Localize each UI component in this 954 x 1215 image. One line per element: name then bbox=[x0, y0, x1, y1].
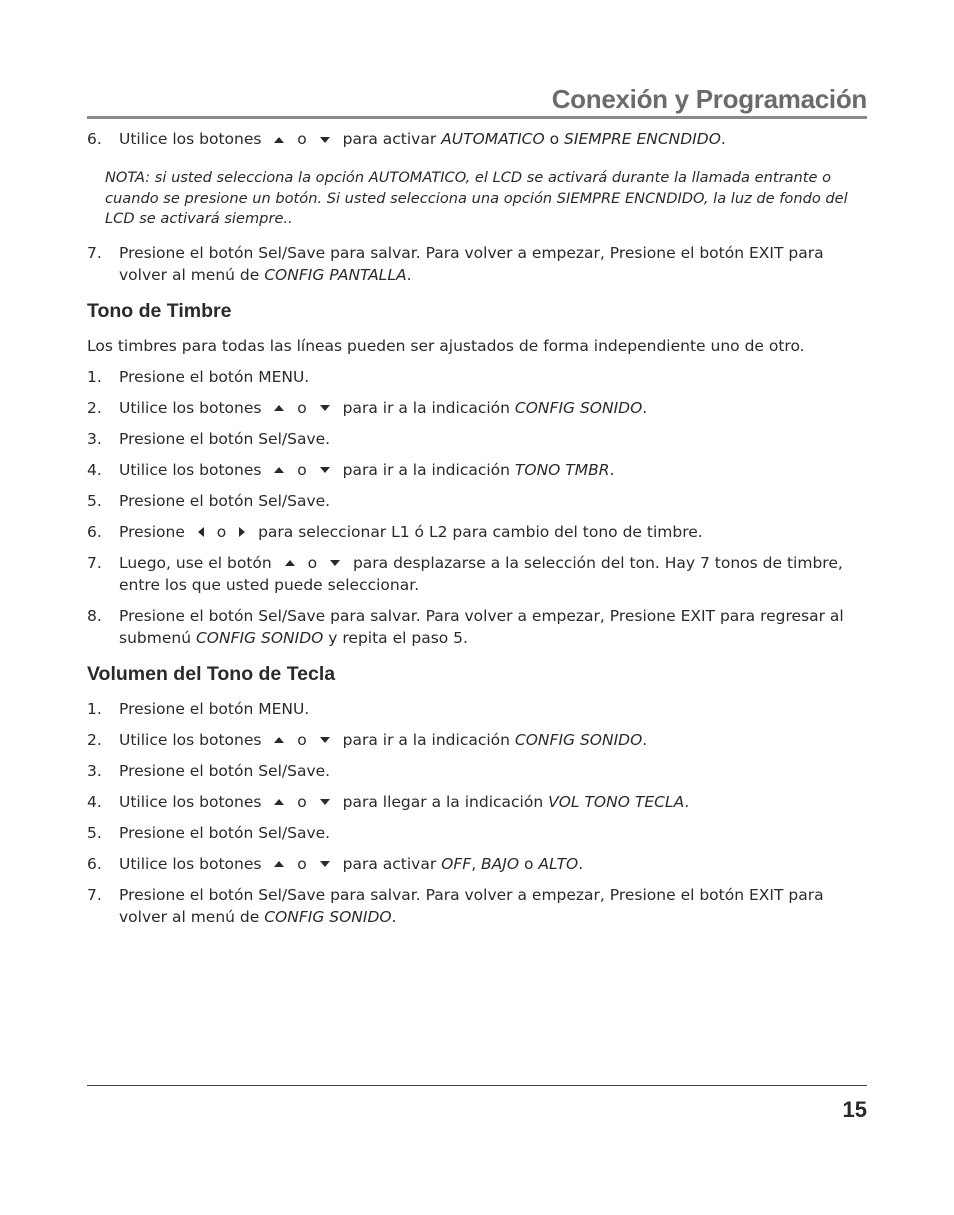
menu-label: CONFIG SONIDO bbox=[514, 398, 643, 417]
step-number: 4. bbox=[87, 460, 102, 479]
text-run: Utilice los botones bbox=[119, 398, 267, 417]
left-arrow-icon bbox=[198, 527, 204, 537]
list-item bbox=[87, 605, 867, 649]
section-heading: Tono de Timbre bbox=[87, 299, 232, 322]
menu-label: CONFIG PANTALLA bbox=[264, 265, 407, 284]
text-run: Presione el botón MENU. bbox=[119, 367, 310, 386]
down-arrow-icon bbox=[330, 560, 340, 566]
step-number: 2. bbox=[87, 730, 102, 749]
text-run: o bbox=[302, 553, 323, 572]
text-run: . bbox=[642, 730, 648, 749]
text-run: para ir a la indicación bbox=[337, 460, 515, 479]
step-number: 3. bbox=[87, 429, 102, 448]
step-number: 6. bbox=[87, 130, 102, 148]
intro-text: Los timbres para todas las líneas pueden ser ajustados de forma independiente uno de otro. bbox=[87, 336, 805, 355]
step-number: 1. bbox=[87, 699, 102, 718]
step-text bbox=[119, 523, 703, 541]
down-arrow-icon bbox=[320, 861, 330, 867]
step-number: 5. bbox=[87, 491, 102, 510]
text-run: para seleccionar L1 ó L2 para cambio del tono de timbre. bbox=[253, 522, 703, 541]
up-arrow-icon bbox=[274, 137, 284, 143]
step-text bbox=[119, 607, 844, 647]
title-divider bbox=[87, 116, 867, 119]
text-run: . bbox=[642, 398, 648, 417]
step-number: 6. bbox=[87, 854, 102, 873]
up-arrow-icon bbox=[274, 861, 284, 867]
text-run: o bbox=[292, 792, 312, 811]
text-run: y repita el paso 5. bbox=[323, 628, 468, 647]
step-text bbox=[119, 700, 309, 718]
step-text bbox=[119, 762, 330, 780]
menu-label: CONFIG SONIDO bbox=[514, 730, 643, 749]
list-item bbox=[87, 760, 867, 782]
text-run: . bbox=[720, 130, 726, 148]
section-heading: Volumen del Tono de Tecla bbox=[87, 662, 336, 685]
text-run: . bbox=[406, 265, 412, 284]
menu-label: CONFIG SONIDO bbox=[264, 907, 392, 926]
menu-label: AUTOMATICO bbox=[441, 130, 545, 148]
text-run: o bbox=[292, 730, 312, 749]
menu-label: BAJO bbox=[481, 854, 520, 873]
step-number: 2. bbox=[87, 398, 102, 417]
up-arrow-icon bbox=[274, 405, 284, 411]
text-run: Utilice los botones bbox=[119, 854, 267, 873]
text-run: para activar bbox=[337, 854, 442, 873]
step-text bbox=[119, 461, 614, 479]
text-run: . bbox=[609, 460, 615, 479]
text-run: Presione el botón Sel/Save. bbox=[119, 823, 331, 842]
right-arrow-icon bbox=[239, 527, 245, 537]
step-number: 4. bbox=[87, 792, 102, 811]
step-number: 3. bbox=[87, 761, 102, 780]
text-run: Presione el botón Sel/Save. bbox=[119, 761, 331, 780]
text-run: para desplazarse a la selección del ton. Hay 7 tonos de timbre, entre los que usted puede seleccionar. bbox=[119, 553, 843, 594]
step-text bbox=[119, 554, 843, 594]
text-run: para llegar a la indicación bbox=[337, 792, 549, 811]
text-run: o bbox=[519, 854, 539, 873]
step-text bbox=[119, 793, 689, 811]
step-text bbox=[119, 368, 309, 386]
menu-label: TONO TMBR bbox=[514, 460, 610, 479]
list-item bbox=[87, 791, 867, 813]
text-run: . bbox=[684, 792, 690, 811]
note-text: NOTA: si usted selecciona la opción AUTOMATICO, el LCD se activará durante la llamada entrante o cuando se presione un botón. Si usted selecciona una opción SIEMPRE ENCNDIDO, la luz de fondo del LCD se activará siempre.. bbox=[105, 169, 848, 227]
text-run: Presione el botón Sel/Save para salvar. Para volver a empezar, Presione EXIT para regresar al submenú bbox=[119, 606, 844, 647]
menu-label: CONFIG SONIDO bbox=[195, 628, 324, 647]
text-run: Presione el botón Sel/Save. bbox=[119, 491, 331, 510]
step-text bbox=[119, 130, 726, 148]
text-run: o bbox=[544, 130, 565, 148]
text-run: Presione bbox=[119, 522, 190, 541]
step-text bbox=[119, 492, 330, 510]
text-run: Utilice los botones bbox=[119, 460, 267, 479]
up-arrow-icon bbox=[274, 467, 284, 473]
text-run: o bbox=[292, 130, 312, 148]
text-run: . bbox=[391, 907, 397, 926]
text-run: para ir a la indicación bbox=[337, 730, 515, 749]
list-item bbox=[87, 490, 867, 512]
text-run: para activar bbox=[337, 130, 442, 148]
text-run: . bbox=[578, 854, 584, 873]
text-run: Presione el botón Sel/Save para salvar. Para volver a empezar, Presione el botón EXIT para volver al menú de bbox=[119, 243, 824, 284]
menu-label: ALTO bbox=[538, 854, 579, 873]
step-number: 1. bbox=[87, 367, 102, 386]
list-item bbox=[87, 884, 867, 928]
up-arrow-icon bbox=[274, 737, 284, 743]
text-run: , bbox=[471, 854, 482, 873]
footer-divider bbox=[87, 1085, 867, 1086]
step-text bbox=[119, 731, 647, 749]
list-item bbox=[87, 729, 867, 751]
menu-label: SIEMPRE ENCNDIDO bbox=[564, 130, 721, 148]
list-item bbox=[87, 698, 867, 720]
down-arrow-icon bbox=[320, 137, 330, 143]
list-item bbox=[87, 552, 867, 596]
list-item bbox=[87, 128, 867, 150]
text-run: o bbox=[292, 398, 312, 417]
list-item bbox=[87, 521, 867, 543]
text-run: o bbox=[292, 460, 312, 479]
text-run: Utilice los botones bbox=[119, 130, 267, 148]
page-title: Conexión y Programación bbox=[551, 84, 867, 114]
step-number: 7. bbox=[87, 553, 102, 572]
step-text bbox=[119, 399, 647, 417]
list-item bbox=[87, 242, 867, 286]
list-item bbox=[87, 853, 867, 875]
step-text bbox=[119, 824, 330, 842]
page-number: 15 bbox=[842, 1097, 867, 1122]
text-run: o bbox=[211, 522, 232, 541]
text-run: Luego, use el botón bbox=[119, 553, 277, 572]
down-arrow-icon bbox=[320, 737, 330, 743]
list-item bbox=[87, 366, 867, 388]
down-arrow-icon bbox=[320, 799, 330, 805]
text-run: Utilice los botones bbox=[119, 730, 267, 749]
menu-label: VOL TONO TECLA bbox=[548, 792, 685, 811]
list-item bbox=[87, 822, 867, 844]
text-run: Presione el botón MENU. bbox=[119, 699, 310, 718]
step-number: 6. bbox=[87, 522, 102, 541]
step-text bbox=[119, 855, 583, 873]
step-text bbox=[119, 886, 824, 926]
text-run: Utilice los botones bbox=[119, 792, 267, 811]
up-arrow-icon bbox=[274, 799, 284, 805]
list-item bbox=[87, 428, 867, 450]
list-item bbox=[87, 459, 867, 481]
step-number: 5. bbox=[87, 823, 102, 842]
text-run: Presione el botón Sel/Save para salvar. Para volver a empezar, Presione el botón EXIT para volver al menú de bbox=[119, 885, 824, 926]
up-arrow-icon bbox=[285, 560, 295, 566]
menu-label: OFF bbox=[441, 854, 472, 873]
step-number: 7. bbox=[87, 243, 102, 262]
down-arrow-icon bbox=[320, 405, 330, 411]
step-number: 7. bbox=[87, 885, 102, 904]
text-run: Presione el botón Sel/Save. bbox=[119, 429, 331, 448]
down-arrow-icon bbox=[320, 467, 330, 473]
list-item bbox=[87, 397, 867, 419]
step-text bbox=[119, 244, 824, 284]
text-run: para ir a la indicación bbox=[337, 398, 515, 417]
document-body bbox=[87, 128, 867, 937]
step-number: 8. bbox=[87, 606, 102, 625]
text-run: o bbox=[292, 854, 312, 873]
step-text bbox=[119, 430, 330, 448]
